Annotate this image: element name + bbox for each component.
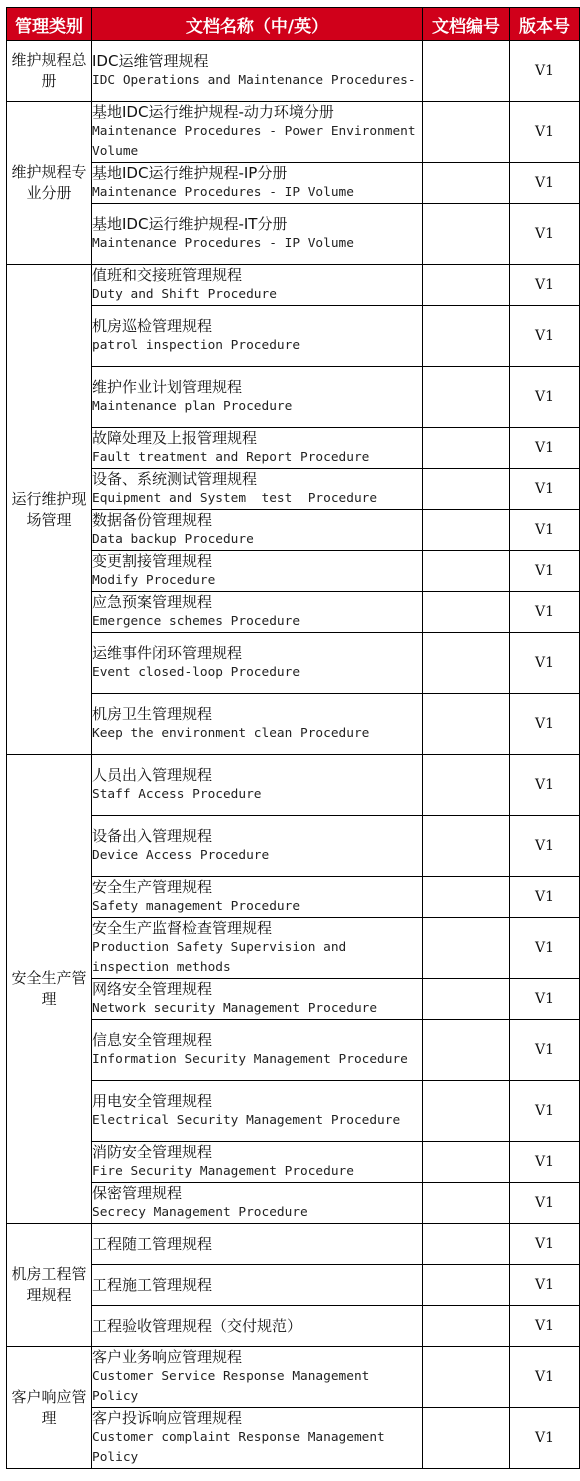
category-cell: 机房工程管理规程 <box>7 1224 92 1347</box>
document-name-cell <box>92 204 423 265</box>
document-number-cell <box>423 816 510 877</box>
table-row <box>7 877 580 918</box>
version-cell: V1 <box>510 1142 580 1183</box>
document-name-zh: 设备、系统测试管理规程 <box>92 470 258 488</box>
document-name-zh: 机房卫生管理规程 <box>92 705 213 723</box>
document-name-cell <box>92 265 423 306</box>
document-name-en: Event closed-loop Procedure <box>92 665 301 680</box>
table-row <box>7 1020 580 1081</box>
document-number-cell <box>423 428 510 469</box>
document-name-cell <box>92 551 423 592</box>
document-name-cell <box>92 367 423 428</box>
version-cell: V1 <box>510 1183 580 1224</box>
document-name-en: Network security Management Procedure <box>92 1001 378 1016</box>
category-cell: 安全生产管理 <box>7 755 92 1224</box>
document-name-en: Electrical Security Management Procedure <box>92 1113 401 1128</box>
document-name-cell <box>92 1020 423 1081</box>
document-name-en: Staff Access Procedure <box>92 787 262 802</box>
document-number-cell <box>423 1020 510 1081</box>
table-row <box>7 204 580 265</box>
document-number-cell <box>423 592 510 633</box>
document-name-zh: 值班和交接班管理规程 <box>92 266 243 284</box>
document-name-cell <box>92 469 423 510</box>
document-name-zh: 机房巡检管理规程 <box>92 317 213 335</box>
version-cell: V1 <box>510 367 580 428</box>
table-row <box>7 755 580 816</box>
version-cell: V1 <box>510 694 580 755</box>
document-name-zh: 工程验收管理规程（交付规范） <box>92 1317 303 1335</box>
version-cell: V1 <box>510 633 580 694</box>
table-header-row <box>7 8 580 41</box>
document-name-cell <box>92 41 423 102</box>
document-name-zh: 工程随工管理规程 <box>92 1235 213 1253</box>
document-number-cell <box>423 877 510 918</box>
version-cell: V1 <box>510 163 580 204</box>
document-name-zh: 人员出入管理规程 <box>92 766 213 784</box>
document-number-cell <box>423 1265 510 1306</box>
document-number-cell <box>423 163 510 204</box>
table-row <box>7 102 580 163</box>
version-cell: V1 <box>510 979 580 1020</box>
category-cell: 运行维护现场管理 <box>7 265 92 755</box>
document-name-en: Maintenance Procedures - IP Volume <box>92 185 354 200</box>
document-name-en: Fault treatment and Report Procedure <box>92 450 370 465</box>
document-number-cell <box>423 979 510 1020</box>
document-name-en: Equipment and System test Procedure <box>92 491 378 506</box>
table-row <box>7 306 580 367</box>
document-name-en: Fire Security Management Procedure <box>92 1164 354 1179</box>
version-cell: V1 <box>510 1408 580 1469</box>
document-name-en: Data backup Procedure <box>92 532 254 547</box>
table-row <box>7 469 580 510</box>
document-name-cell <box>92 816 423 877</box>
document-name-zh: 运维事件闭环管理规程 <box>92 644 243 662</box>
document-number-cell <box>423 367 510 428</box>
document-name-en: patrol inspection Procedure <box>92 338 301 353</box>
document-name-zh: 网络安全管理规程 <box>92 980 213 998</box>
document-name-en: Production Safety Supervision and inspection methods <box>92 940 354 975</box>
table-row <box>7 694 580 755</box>
document-name-zh: 信息安全管理规程 <box>92 1031 213 1049</box>
document-name-cell <box>92 1265 423 1306</box>
document-name-zh: 变更割接管理规程 <box>92 552 213 570</box>
version-cell: V1 <box>510 1081 580 1142</box>
document-name-en: Emergence schemes Procedure <box>92 614 301 629</box>
table-row <box>7 1347 580 1408</box>
table-row <box>7 551 580 592</box>
table-row <box>7 1306 580 1347</box>
document-name-cell <box>92 163 423 204</box>
document-name-zh: 数据备份管理规程 <box>92 511 213 529</box>
procedure-document-table <box>6 7 580 1469</box>
version-cell: V1 <box>510 592 580 633</box>
document-name-cell <box>92 1224 423 1265</box>
category-cell: 客户响应管理 <box>7 1347 92 1469</box>
document-name-en: Duty and Shift Procedure <box>92 287 277 302</box>
version-cell: V1 <box>510 1306 580 1347</box>
document-name-cell <box>92 633 423 694</box>
version-cell: V1 <box>510 551 580 592</box>
version-cell: V1 <box>510 816 580 877</box>
document-name-cell <box>92 1081 423 1142</box>
document-name-zh: 维护作业计划管理规程 <box>92 378 243 396</box>
table-row <box>7 1142 580 1183</box>
table-row <box>7 816 580 877</box>
document-name-en: Device Access Procedure <box>92 848 270 863</box>
document-number-cell <box>423 1142 510 1183</box>
category-cell: 维护规程专业分册 <box>7 102 92 265</box>
table-row <box>7 265 580 306</box>
table-row <box>7 1183 580 1224</box>
version-cell: V1 <box>510 1224 580 1265</box>
document-number-cell <box>423 1224 510 1265</box>
document-name-en: Secrecy Management Procedure <box>92 1205 308 1220</box>
document-number-cell <box>423 510 510 551</box>
table-row <box>7 1408 580 1469</box>
table-row <box>7 918 580 979</box>
document-name-cell <box>92 979 423 1020</box>
document-name-cell <box>92 306 423 367</box>
document-number-cell <box>423 306 510 367</box>
table-row <box>7 592 580 633</box>
document-number-cell <box>423 1081 510 1142</box>
document-number-cell <box>423 204 510 265</box>
document-name-zh: 客户投诉响应管理规程 <box>92 1409 243 1427</box>
version-cell: V1 <box>510 204 580 265</box>
document-number-cell <box>423 469 510 510</box>
document-name-cell <box>92 510 423 551</box>
version-cell: V1 <box>510 877 580 918</box>
header-category: 管理类别 <box>7 8 92 41</box>
document-number-cell <box>423 551 510 592</box>
table-row <box>7 428 580 469</box>
document-name-en: Maintenance Procedures - IP Volume <box>92 236 354 251</box>
version-cell: V1 <box>510 1347 580 1408</box>
document-name-cell <box>92 694 423 755</box>
document-name-en: Customer Service Response Management Policy <box>92 1369 378 1404</box>
version-cell: V1 <box>510 469 580 510</box>
document-name-cell <box>92 1408 423 1469</box>
header-document-name: 文档名称（中/英） <box>92 8 423 41</box>
document-name-zh: 客户业务响应管理规程 <box>92 1348 243 1366</box>
document-name-en: IDC Operations and Maintenance Procedures- <box>92 73 416 88</box>
document-name-en: Safety management Procedure <box>92 899 301 914</box>
header-version: 版本号 <box>510 8 580 41</box>
document-number-cell <box>423 1306 510 1347</box>
version-cell: V1 <box>510 428 580 469</box>
table-row <box>7 510 580 551</box>
document-name-zh: 安全生产管理规程 <box>92 878 213 896</box>
version-cell: V1 <box>510 510 580 551</box>
version-cell: V1 <box>510 306 580 367</box>
document-name-zh: 保密管理规程 <box>92 1184 183 1202</box>
table-row <box>7 1224 580 1265</box>
document-name-zh: 用电安全管理规程 <box>92 1092 213 1110</box>
document-name-zh: 设备出入管理规程 <box>92 827 213 845</box>
document-number-cell <box>423 633 510 694</box>
document-name-zh: 基地IDC运行维护规程-动力环境分册 <box>92 103 334 121</box>
document-number-cell <box>423 102 510 163</box>
document-number-cell <box>423 1183 510 1224</box>
header-document-number: 文档编号 <box>423 8 510 41</box>
table-row <box>7 979 580 1020</box>
document-name-zh: 应急预案管理规程 <box>92 593 213 611</box>
document-name-cell <box>92 102 423 163</box>
document-number-cell <box>423 41 510 102</box>
table-body <box>7 41 580 1469</box>
document-number-cell <box>423 265 510 306</box>
version-cell: V1 <box>510 755 580 816</box>
document-name-zh: IDC运维管理规程 <box>92 52 209 70</box>
document-name-en: Customer complaint Response Management Policy <box>92 1430 393 1465</box>
document-name-cell <box>92 877 423 918</box>
document-name-cell <box>92 755 423 816</box>
table-row <box>7 633 580 694</box>
document-name-cell <box>92 918 423 979</box>
document-name-zh: 消防安全管理规程 <box>92 1143 213 1161</box>
document-name-en: Information Security Management Procedure <box>92 1052 408 1067</box>
version-cell: V1 <box>510 918 580 979</box>
version-cell: V1 <box>510 1020 580 1081</box>
document-number-cell <box>423 1408 510 1469</box>
document-name-en: Maintenance Procedures - Power Environment Volume <box>92 124 424 159</box>
document-name-zh: 故障处理及上报管理规程 <box>92 429 258 447</box>
version-cell: V1 <box>510 1265 580 1306</box>
document-number-cell <box>423 755 510 816</box>
document-name-zh: 安全生产监督检查管理规程 <box>92 919 273 937</box>
document-number-cell <box>423 694 510 755</box>
document-name-zh: 基地IDC运行维护规程-IP分册 <box>92 164 288 182</box>
document-name-cell <box>92 428 423 469</box>
document-name-cell <box>92 1183 423 1224</box>
document-name-zh: 基地IDC运行维护规程-IT分册 <box>92 215 288 233</box>
document-number-cell <box>423 918 510 979</box>
document-name-zh: 工程施工管理规程 <box>92 1276 213 1294</box>
version-cell: V1 <box>510 265 580 306</box>
document-name-en: Modify Procedure <box>92 573 216 588</box>
table-row <box>7 163 580 204</box>
version-cell: V1 <box>510 41 580 102</box>
document-number-cell <box>423 1347 510 1408</box>
table-row <box>7 41 580 102</box>
document-name-cell <box>92 1306 423 1347</box>
document-name-en: Keep the environment clean Procedure <box>92 726 370 741</box>
version-cell: V1 <box>510 102 580 163</box>
table-row <box>7 1265 580 1306</box>
document-name-cell <box>92 592 423 633</box>
table-row <box>7 367 580 428</box>
document-name-cell <box>92 1347 423 1408</box>
document-name-en: Maintenance plan Procedure <box>92 399 293 414</box>
table-row <box>7 1081 580 1142</box>
document-name-cell <box>92 1142 423 1183</box>
category-cell: 维护规程总册 <box>7 41 92 102</box>
